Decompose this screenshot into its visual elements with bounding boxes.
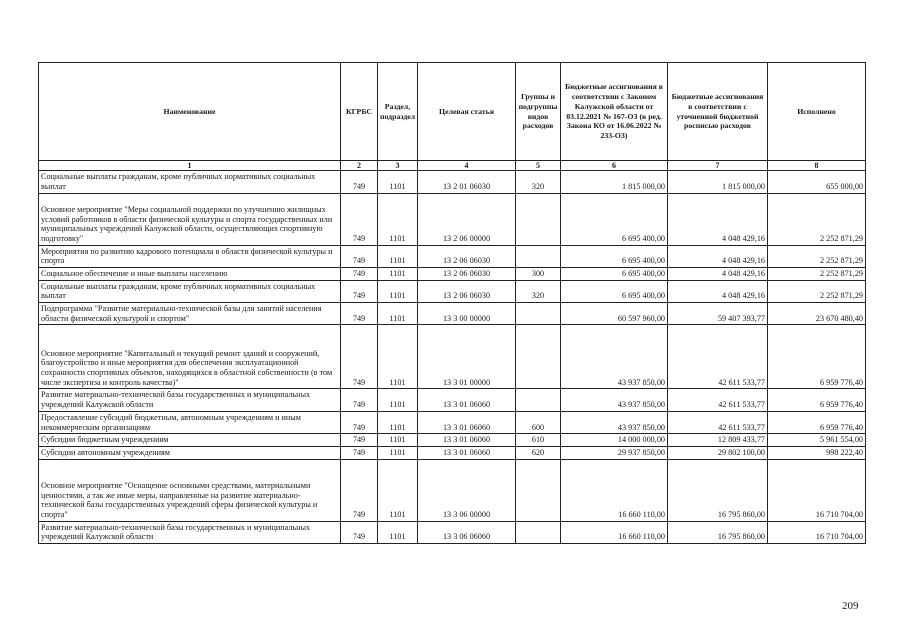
row-kgrbs: 749 bbox=[341, 325, 378, 389]
row-kgrbs: 749 bbox=[341, 389, 378, 411]
row-target: 13 3 06 06060 bbox=[418, 521, 516, 543]
row-executed: 998 222,40 bbox=[768, 446, 866, 459]
row-approved: 16 660 110,00 bbox=[561, 521, 668, 543]
column-number: 1 bbox=[39, 161, 341, 171]
row-target: 13 3 01 06060 bbox=[418, 389, 516, 411]
row-kgrbs: 749 bbox=[341, 171, 378, 193]
row-name: Подпрограмма "Развитие материально-технической базы для занятий населения области физической культурой и спортом" bbox=[39, 303, 341, 325]
row-target: 13 3 01 06060 bbox=[418, 446, 516, 459]
row-target: 13 2 06 06030 bbox=[418, 245, 516, 267]
header-target: Целевая статья bbox=[418, 63, 516, 161]
row-name: Социальное обеспечение и иные выплаты населению bbox=[39, 268, 341, 281]
row-section: 1101 bbox=[378, 434, 418, 447]
header-section: Раздел, подраздел bbox=[378, 63, 418, 161]
row-group bbox=[516, 325, 561, 389]
row-kgrbs: 749 bbox=[341, 446, 378, 459]
row-name: Развитие материально-технической базы государственных и муниципальных учреждений Калужской области bbox=[39, 389, 341, 411]
row-section: 1101 bbox=[378, 411, 418, 433]
row-refined: 4 048 429,16 bbox=[668, 193, 768, 245]
table-row bbox=[39, 280, 866, 302]
row-approved: 43 937 850,00 bbox=[561, 389, 668, 411]
row-group: 300 bbox=[516, 268, 561, 281]
row-section: 1101 bbox=[378, 245, 418, 267]
row-refined: 1 815 000,00 bbox=[668, 171, 768, 193]
header-kgrbs: КГРБС bbox=[341, 63, 378, 161]
row-section: 1101 bbox=[378, 521, 418, 543]
row-approved: 6 695 400,00 bbox=[561, 280, 668, 302]
row-approved: 6 695 400,00 bbox=[561, 245, 668, 267]
row-executed: 5 961 554,00 bbox=[768, 434, 866, 447]
row-name: Социальные выплаты гражданам, кроме публичных нормативных социальных выплат bbox=[39, 171, 341, 193]
row-section: 1101 bbox=[378, 459, 418, 521]
table-row bbox=[39, 245, 866, 267]
row-kgrbs: 749 bbox=[341, 434, 378, 447]
table-row bbox=[39, 459, 866, 521]
column-number: 2 bbox=[341, 161, 378, 171]
row-approved: 43 937 850,00 bbox=[561, 411, 668, 433]
header-group: Группы и подгруппы видов расходов bbox=[516, 63, 561, 161]
row-refined: 4 048 429,16 bbox=[668, 245, 768, 267]
table-row bbox=[39, 325, 866, 389]
row-name: Мероприятия по развитию кадрового потенциала в области физической культуры и спорта bbox=[39, 245, 341, 267]
header-refined: Бюджетные ассигнования в соответствии с уточненной бюджетной росписью расходов bbox=[668, 63, 768, 161]
header-executed: Исполнено bbox=[768, 63, 866, 161]
row-refined: 4 048 429,16 bbox=[668, 268, 768, 281]
row-group bbox=[516, 459, 561, 521]
row-target: 13 3 01 06060 bbox=[418, 411, 516, 433]
table-row bbox=[39, 446, 866, 459]
row-section: 1101 bbox=[378, 193, 418, 245]
row-group bbox=[516, 193, 561, 245]
row-refined: 16 795 860,00 bbox=[668, 459, 768, 521]
row-approved: 6 695 400,00 bbox=[561, 193, 668, 245]
header-name: Наименование bbox=[39, 63, 341, 161]
row-section: 1101 bbox=[378, 325, 418, 389]
row-section: 1101 bbox=[378, 303, 418, 325]
table-body bbox=[39, 171, 866, 543]
row-executed: 16 710 704,00 bbox=[768, 521, 866, 543]
column-number: 5 bbox=[516, 161, 561, 171]
column-number: 4 bbox=[418, 161, 516, 171]
row-executed: 2 252 871,29 bbox=[768, 193, 866, 245]
row-kgrbs: 749 bbox=[341, 245, 378, 267]
row-group: 610 bbox=[516, 434, 561, 447]
row-kgrbs: 749 bbox=[341, 280, 378, 302]
row-refined: 29 802 100,00 bbox=[668, 446, 768, 459]
row-target: 13 2 01 06030 bbox=[418, 171, 516, 193]
row-kgrbs: 749 bbox=[341, 303, 378, 325]
table-row bbox=[39, 411, 866, 433]
row-executed: 16 710 704,00 bbox=[768, 459, 866, 521]
row-name: Основное мероприятие "Оснащение основными средствами, материальными ценностями, а так же иные меры, направленные на развитие материально-технической базы государственных учреждений сферы физической культуры и спорта" bbox=[39, 459, 341, 521]
row-name: Субсидии бюджетным учреждениям bbox=[39, 434, 341, 447]
row-refined: 42 611 533,77 bbox=[668, 411, 768, 433]
row-target: 13 3 01 00000 bbox=[418, 325, 516, 389]
table-row bbox=[39, 434, 866, 447]
row-group bbox=[516, 245, 561, 267]
table-row bbox=[39, 268, 866, 281]
row-kgrbs: 749 bbox=[341, 411, 378, 433]
row-executed: 655 000,00 bbox=[768, 171, 866, 193]
row-refined: 42 611 533,77 bbox=[668, 389, 768, 411]
row-approved: 1 815 000,00 bbox=[561, 171, 668, 193]
budget-table bbox=[38, 62, 866, 544]
row-kgrbs: 749 bbox=[341, 521, 378, 543]
row-executed: 6 959 776,40 bbox=[768, 325, 866, 389]
row-target: 13 2 06 00000 bbox=[418, 193, 516, 245]
row-executed: 6 959 776,40 bbox=[768, 389, 866, 411]
row-approved: 14 000 000,00 bbox=[561, 434, 668, 447]
row-name: Основное мероприятие "Меры социальной поддержки по улучшению жилищных условий работников в области физической культуры и спорта государственных или муниципальных учреждений Калужской области, осуществляющих спортивную подготовку" bbox=[39, 193, 341, 245]
row-executed: 2 252 871,29 bbox=[768, 268, 866, 281]
row-group bbox=[516, 521, 561, 543]
row-group: 620 bbox=[516, 446, 561, 459]
row-kgrbs: 749 bbox=[341, 193, 378, 245]
row-kgrbs: 749 bbox=[341, 459, 378, 521]
row-target: 13 2 06 06030 bbox=[418, 280, 516, 302]
row-approved: 16 660 110,00 bbox=[561, 459, 668, 521]
row-approved: 43 937 850,00 bbox=[561, 325, 668, 389]
row-group: 320 bbox=[516, 280, 561, 302]
row-executed: 23 670 480,40 bbox=[768, 303, 866, 325]
page-number: 209 bbox=[842, 600, 859, 612]
row-section: 1101 bbox=[378, 389, 418, 411]
row-group: 600 bbox=[516, 411, 561, 433]
row-name: Предоставление субсидий бюджетным, автономным учреждениям и иным некоммерческим организациям bbox=[39, 411, 341, 433]
column-number: 8 bbox=[768, 161, 866, 171]
row-executed: 2 252 871,29 bbox=[768, 280, 866, 302]
row-name: Социальные выплаты гражданам, кроме публичных нормативных социальных выплат bbox=[39, 280, 341, 302]
row-refined: 12 809 433,77 bbox=[668, 434, 768, 447]
row-section: 1101 bbox=[378, 280, 418, 302]
row-approved: 60 597 960,00 bbox=[561, 303, 668, 325]
table-row bbox=[39, 521, 866, 543]
row-name: Развитие материально-технической базы государственных и муниципальных учреждений Калужской области bbox=[39, 521, 341, 543]
row-group bbox=[516, 303, 561, 325]
table-row bbox=[39, 303, 866, 325]
row-approved: 6 695 400,00 bbox=[561, 268, 668, 281]
row-group bbox=[516, 389, 561, 411]
header-approved: Бюджетные ассигнования в соответствии с Законом Калужской области от 03.12.2021 № 167-ОЗ (в ред. Закона КО от 16.06.2022 № 233-ОЗ) bbox=[561, 63, 668, 161]
table-row bbox=[39, 171, 866, 193]
row-target: 13 3 06 00000 bbox=[418, 459, 516, 521]
row-group: 320 bbox=[516, 171, 561, 193]
column-number: 3 bbox=[378, 161, 418, 171]
row-target: 13 3 00 00000 bbox=[418, 303, 516, 325]
row-approved: 29 937 850,00 bbox=[561, 446, 668, 459]
table-row bbox=[39, 193, 866, 245]
row-section: 1101 bbox=[378, 446, 418, 459]
row-name: Субсидии автономным учреждениям bbox=[39, 446, 341, 459]
row-section: 1101 bbox=[378, 171, 418, 193]
column-number-row bbox=[39, 161, 866, 171]
table-row bbox=[39, 389, 866, 411]
row-refined: 42 611 533,77 bbox=[668, 325, 768, 389]
row-target: 13 3 01 06060 bbox=[418, 434, 516, 447]
row-target: 13 2 06 06030 bbox=[418, 268, 516, 281]
header-row bbox=[39, 63, 866, 161]
row-name: Основное мероприятие "Капитальный и текущий ремонт зданий и сооружений, благоустройство и иные мероприятия для обеспечения эксплуатационной сохранности спортивных объектов, находящихся в областной собственности (в том числе экспертиза и контроль качества)" bbox=[39, 325, 341, 389]
column-number: 6 bbox=[561, 161, 668, 171]
row-refined: 16 795 860,00 bbox=[668, 521, 768, 543]
row-refined: 4 048 429,16 bbox=[668, 280, 768, 302]
row-refined: 59 407 393,77 bbox=[668, 303, 768, 325]
row-executed: 2 252 871,29 bbox=[768, 245, 866, 267]
row-kgrbs: 749 bbox=[341, 268, 378, 281]
row-section: 1101 bbox=[378, 268, 418, 281]
row-executed: 6 959 776,40 bbox=[768, 411, 866, 433]
column-number: 7 bbox=[668, 161, 768, 171]
